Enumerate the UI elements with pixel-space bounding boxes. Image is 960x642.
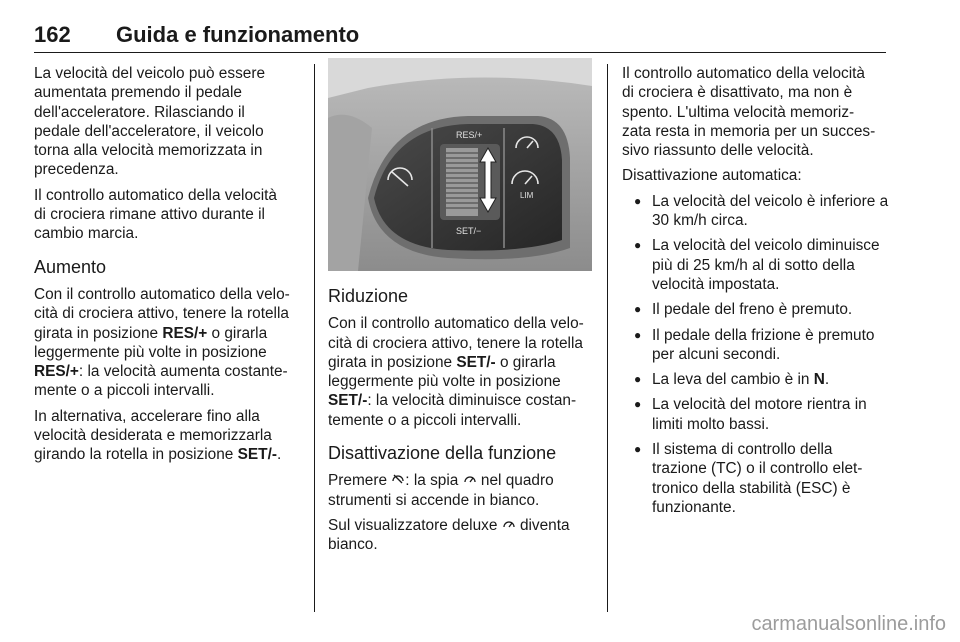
section-heading-aumento: Aumento [34, 256, 107, 277]
bold-term: SET/- [237, 446, 277, 464]
page-title: Guida e funzionamento [116, 22, 360, 47]
page-header [34, 22, 886, 50]
svg-text:SET/−: SET/− [456, 226, 482, 236]
svg-text:RES/+: RES/+ [456, 130, 483, 140]
paragraph: Sul visualizzatore deluxe diventa bianco. [328, 516, 570, 554]
paragraph: Premere : la spia nel quadro strumenti si accende in bianco. [328, 472, 554, 509]
paragraph: Il controllo automatico della velocità di crociera è disattivato, ma non è spento. L'ultima velocità memoriz- zata resta in memoria per un succes- sivo riassunto delle velocità. [622, 65, 876, 160]
column-left [34, 64, 302, 471]
list-item: ● Il pedale del freno è premuto. [622, 300, 890, 319]
cruise-control-indicator-icon [502, 517, 516, 531]
deactivation-conditions-list [622, 192, 890, 517]
svg-text:LIM: LIM [520, 191, 534, 200]
section-heading-disattivazione: Disattivazione della funzione [328, 443, 557, 464]
steering-wheel-controls-photo [328, 58, 592, 271]
page-number: 162 [34, 22, 71, 47]
bold-term: SET/- [328, 392, 368, 410]
list-item: ● La velocità del veicolo diminuisce più di 25 km/h al di sotto della velocità impostata. [622, 236, 890, 294]
watermark: carmanualsonline.info [751, 613, 946, 635]
list-item: ● La leva del cambio è in N. [622, 370, 890, 389]
bold-term: RES/+ [162, 324, 208, 342]
column-divider [314, 64, 315, 612]
bold-term: N [813, 371, 825, 389]
cruise-control-indicator-icon [463, 472, 477, 486]
column-divider [607, 64, 608, 612]
bold-term: RES/+ [34, 363, 79, 381]
paragraph: La velocità del veicolo può essere aumentata premendo il pedale dell'acceleratore. Rilasciando il pedale dell'acceleratore, il veicolo torna alla velocità memorizzata in precedenza. [34, 65, 266, 179]
list-item: ● Il pedale della frizione è premuto per alcuni secondi. [622, 326, 890, 365]
list-item: ● Il sistema di controllo della trazione (TC) o il controllo elet- tronico della stabilità (ESC) è funzionante. [622, 440, 890, 517]
section-heading-riduzione: Riduzione [328, 286, 409, 306]
cruise-control-off-icon [391, 472, 405, 486]
header-rule [34, 52, 886, 53]
column-middle [328, 64, 592, 561]
paragraph: Disattivazione automatica: [622, 167, 802, 185]
paragraph: Il controllo automatico della velocità di crociera rimane attivo durante il cambio marcia. [34, 186, 277, 243]
paragraph: In alternativa, accelerare fino alla velocità desiderata e memorizzarla girando la rotella in posizione SET/-. [34, 407, 282, 464]
column-right [622, 64, 890, 523]
list-item: ● La velocità del motore rientra in limiti molto bassi. [622, 395, 890, 434]
paragraph: Con il controllo automatico della velo- cità di crociera attivo, tenere la rotella girata in posizione SET/- o girarla leggermente più volte in posizione SET/-: la velocità diminuisce costan- temente o a piccoli intervalli. [328, 315, 584, 429]
bold-term: SET/- [456, 353, 496, 371]
paragraph: Con il controllo automatico della velo- cità di crociera attivo, tenere la rotella girata in posizione RES/+ o girarla leggermente più volte in posizione RES/+: la velocità aumenta costante- mente o a piccoli intervalli. [34, 285, 290, 400]
list-item: ● La velocità del veicolo è inferiore a 30 km/h circa. [622, 192, 890, 231]
